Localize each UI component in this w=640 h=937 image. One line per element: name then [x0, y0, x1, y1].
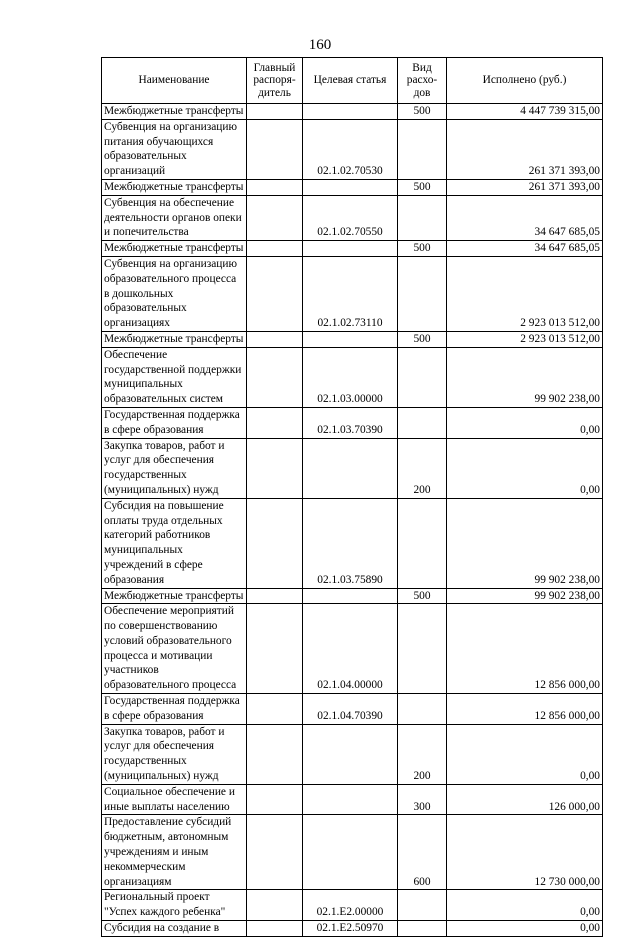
row-target-article-cell: 02.1.04.00000	[303, 604, 398, 694]
row-main-manager-cell	[247, 921, 303, 937]
row-executed-cell: 34 647 685,05	[447, 241, 603, 257]
row-name-cell: Субвенция на обеспечение деятельности органов опеки и попечительства	[102, 195, 247, 240]
table-row	[102, 588, 603, 604]
row-target-article-cell: 02.1.04.70390	[303, 694, 398, 725]
row-executed-cell: 12 730 000,00	[447, 815, 603, 890]
header-target-article: Целевая статья	[303, 58, 398, 104]
row-executed-cell: 2 923 013 512,00	[447, 331, 603, 347]
row-expense-type-cell: 200	[398, 724, 447, 784]
row-target-article-cell	[303, 588, 398, 604]
row-expense-type-cell: 200	[398, 438, 447, 498]
table-row	[102, 179, 603, 195]
row-name-cell: Субсидия на создание в	[102, 921, 247, 937]
row-target-article-cell: 02.1.02.70550	[303, 195, 398, 240]
table-row	[102, 347, 603, 407]
row-name-cell: Субвенция на организацию образовательного процесса в дошкольных образовательных организациях	[102, 256, 247, 331]
row-executed-cell: 2 923 013 512,00	[447, 256, 603, 331]
table-row	[102, 407, 603, 438]
row-name-cell: Региональный проект "Успех каждого ребенка"	[102, 890, 247, 921]
row-name-cell: Межбюджетные трансферты	[102, 179, 247, 195]
row-expense-type-cell	[398, 195, 447, 240]
row-name-cell: Субсидия на повышение оплаты труда отдельных категорий работников муниципальных учреждений в сфере образования	[102, 498, 247, 588]
row-target-article-cell	[303, 241, 398, 257]
row-target-article-cell	[303, 331, 398, 347]
table-row	[102, 241, 603, 257]
row-main-manager-cell	[247, 119, 303, 179]
table-row	[102, 694, 603, 725]
header-executed: Исполнено (руб.)	[447, 58, 603, 104]
row-target-article-cell: 02.1.03.00000	[303, 347, 398, 407]
row-executed-cell: 0,00	[447, 724, 603, 784]
row-expense-type-cell	[398, 890, 447, 921]
table-row	[102, 815, 603, 890]
row-main-manager-cell	[247, 407, 303, 438]
row-target-article-cell: 02.1.02.70530	[303, 119, 398, 179]
table-row	[102, 890, 603, 921]
row-executed-cell: 99 902 238,00	[447, 498, 603, 588]
row-main-manager-cell	[247, 256, 303, 331]
row-main-manager-cell	[247, 241, 303, 257]
row-expense-type-cell: 500	[398, 588, 447, 604]
row-main-manager-cell	[247, 498, 303, 588]
row-name-cell: Межбюджетные трансферты	[102, 331, 247, 347]
row-name-cell: Межбюджетные трансферты	[102, 241, 247, 257]
row-target-article-cell	[303, 438, 398, 498]
table-header-row	[102, 58, 603, 104]
row-expense-type-cell: 500	[398, 179, 447, 195]
row-expense-type-cell	[398, 407, 447, 438]
row-executed-cell: 0,00	[447, 890, 603, 921]
page-number: 160	[308, 37, 332, 53]
row-name-cell: Обеспечение мероприятий по совершенствованию условий образовательного процесса и мотивации участников образовательного процесса	[102, 604, 247, 694]
row-main-manager-cell	[247, 784, 303, 815]
row-target-article-cell: 02.1.03.70390	[303, 407, 398, 438]
header-expense-type: Вид расхо-дов	[398, 58, 447, 104]
row-main-manager-cell	[247, 890, 303, 921]
table-row	[102, 784, 603, 815]
row-name-cell: Обеспечение государственной поддержки муниципальных образовательных систем	[102, 347, 247, 407]
row-main-manager-cell	[247, 195, 303, 240]
row-executed-cell: 0,00	[447, 921, 603, 937]
row-target-article-cell: 02.1.02.73110	[303, 256, 398, 331]
row-executed-cell: 12 856 000,00	[447, 604, 603, 694]
row-name-cell: Закупка товаров, работ и услуг для обеспечения государственных (муниципальных) нужд	[102, 438, 247, 498]
row-main-manager-cell	[247, 724, 303, 784]
row-expense-type-cell	[398, 921, 447, 937]
row-executed-cell: 99 902 238,00	[447, 347, 603, 407]
row-name-cell: Межбюджетные трансферты	[102, 588, 247, 604]
row-expense-type-cell	[398, 498, 447, 588]
row-target-article-cell: 02.1.03.75890	[303, 498, 398, 588]
row-main-manager-cell	[247, 347, 303, 407]
row-target-article-cell	[303, 784, 398, 815]
table-row	[102, 921, 603, 937]
row-expense-type-cell: 600	[398, 815, 447, 890]
row-executed-cell: 126 000,00	[447, 784, 603, 815]
row-executed-cell: 261 371 393,00	[447, 179, 603, 195]
row-target-article-cell	[303, 724, 398, 784]
table-row	[102, 331, 603, 347]
row-target-article-cell	[303, 815, 398, 890]
row-target-article-cell	[303, 104, 398, 120]
row-expense-type-cell	[398, 347, 447, 407]
table-row	[102, 104, 603, 120]
row-name-cell: Закупка товаров, работ и услуг для обеспечения государственных (муниципальных) нужд	[102, 724, 247, 784]
row-name-cell: Предоставление субсидий бюджетным, автономным учреждениям и иным некоммерческим организациям	[102, 815, 247, 890]
row-expense-type-cell	[398, 694, 447, 725]
row-expense-type-cell: 500	[398, 104, 447, 120]
table-row	[102, 604, 603, 694]
row-name-cell: Межбюджетные трансферты	[102, 104, 247, 120]
row-name-cell: Государственная поддержка в сфере образования	[102, 694, 247, 725]
row-main-manager-cell	[247, 815, 303, 890]
row-target-article-cell: 02.1.E2.00000	[303, 890, 398, 921]
row-executed-cell: 4 447 739 315,00	[447, 104, 603, 120]
row-main-manager-cell	[247, 438, 303, 498]
row-name-cell: Субвенция на организацию питания обучающихся образовательных организаций	[102, 119, 247, 179]
table-row	[102, 195, 603, 240]
row-main-manager-cell	[247, 604, 303, 694]
row-main-manager-cell	[247, 694, 303, 725]
row-executed-cell: 99 902 238,00	[447, 588, 603, 604]
row-executed-cell: 0,00	[447, 438, 603, 498]
row-main-manager-cell	[247, 104, 303, 120]
header-main-manager: Главный распоря-дитель	[247, 58, 303, 104]
row-main-manager-cell	[247, 179, 303, 195]
table-row	[102, 438, 603, 498]
row-target-article-cell	[303, 179, 398, 195]
table-row	[102, 498, 603, 588]
row-executed-cell: 12 856 000,00	[447, 694, 603, 725]
row-name-cell: Государственная поддержка в сфере образования	[102, 407, 247, 438]
table-row	[102, 724, 603, 784]
row-executed-cell: 0,00	[447, 407, 603, 438]
row-expense-type-cell	[398, 256, 447, 331]
row-expense-type-cell: 500	[398, 241, 447, 257]
row-expense-type-cell	[398, 119, 447, 179]
row-main-manager-cell	[247, 588, 303, 604]
table-body	[102, 104, 603, 937]
row-executed-cell: 34 647 685,05	[447, 195, 603, 240]
row-expense-type-cell: 500	[398, 331, 447, 347]
row-executed-cell: 261 371 393,00	[447, 119, 603, 179]
row-target-article-cell: 02.1.E2.50970	[303, 921, 398, 937]
row-expense-type-cell	[398, 604, 447, 694]
table-row	[102, 119, 603, 179]
header-name: Наименование	[102, 58, 247, 104]
budget-table	[101, 57, 603, 937]
row-expense-type-cell: 300	[398, 784, 447, 815]
row-main-manager-cell	[247, 331, 303, 347]
row-name-cell: Социальное обеспечение и иные выплаты населению	[102, 784, 247, 815]
table-row	[102, 256, 603, 331]
